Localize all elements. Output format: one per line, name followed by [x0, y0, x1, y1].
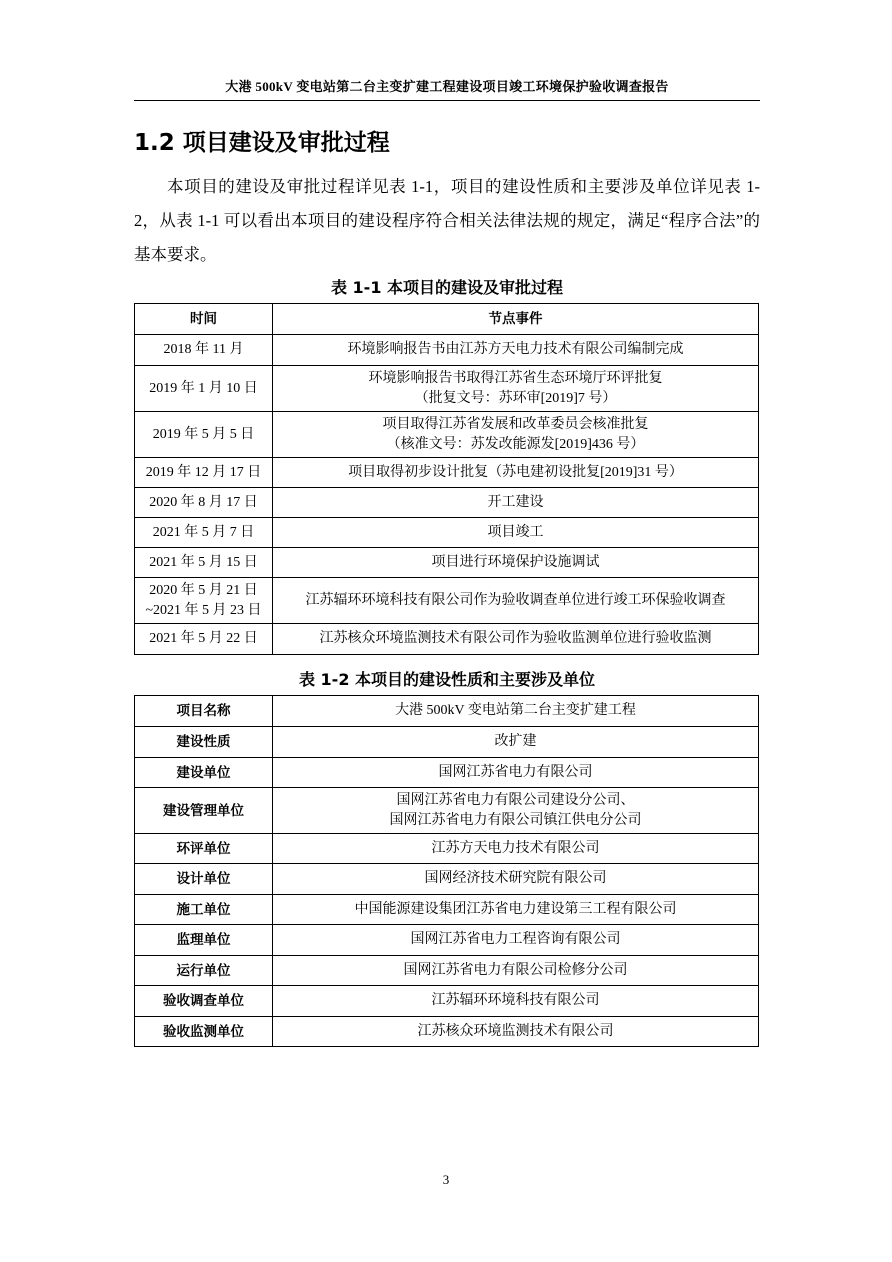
table1-header-event: 节点事件 [273, 304, 759, 335]
value-cell [273, 834, 759, 864]
value-cell [273, 864, 759, 895]
table-row [135, 727, 759, 758]
value-line: 国网江苏省电力有限公司检修分公司 [403, 962, 628, 978]
time-cell: 2020 年 5 月 21 日 ~2021 年 5 月 23 日 [135, 578, 273, 624]
event-cell [273, 624, 759, 655]
value-line: 改扩建 [494, 734, 537, 749]
event-line: 项目竣工 [487, 524, 544, 540]
value-line: 国网江苏省电力有限公司镇江供电分公司 [389, 812, 642, 828]
approval-process-table [134, 303, 759, 655]
time-cell: 2021 年 5 月 15 日 [135, 548, 273, 578]
units-table [134, 695, 759, 1047]
event-line: 江苏核众环境监测技术有限公司作为验收监测单位进行验收监测 [319, 631, 712, 646]
value-cell [273, 956, 759, 986]
value-line: 江苏核众环境监测技术有限公司 [417, 1023, 614, 1039]
table1-header-time: 时间 [135, 304, 273, 335]
table2-caption: 表 1-2 本项目的建设性质和主要涉及单位 [298, 670, 596, 689]
label-cell: 施工单位 [135, 895, 273, 925]
table-row [135, 458, 759, 488]
value-line: 国网江苏省电力工程咨询有限公司 [410, 932, 621, 947]
table-row [135, 834, 759, 864]
event-cell [273, 412, 759, 458]
event-line: 环境影响报告书取得江苏省生态环境厅环评批复 [368, 370, 663, 386]
table1-caption: 表 1-1 本项目的建设及审批过程 [330, 278, 564, 297]
table-row [135, 788, 759, 834]
time-cell: 2019 年 12 月 17 日 [135, 458, 273, 488]
value-cell [273, 895, 759, 925]
table-row [135, 488, 759, 518]
event-cell [273, 458, 759, 488]
table1-body [135, 335, 759, 655]
value-line: 江苏方天电力技术有限公司 [431, 840, 600, 856]
value-cell [273, 788, 759, 834]
table-row [135, 578, 759, 624]
table-row [135, 696, 759, 727]
event-line: （批复文号：苏环审[2019]7 号） [414, 390, 617, 406]
event-line: 项目进行环境保护设施调试 [431, 554, 600, 570]
label-cell: 运行单位 [135, 956, 273, 986]
value-cell [273, 696, 759, 727]
value-cell [273, 1017, 759, 1047]
table-row [135, 864, 759, 895]
label-cell: 设计单位 [135, 864, 273, 895]
value-line: 大港 500kV 变电站第二台主变扩建工程 [395, 703, 636, 718]
event-line: 开工建设 [487, 494, 544, 510]
table2-body [135, 696, 759, 1047]
value-line: 国网江苏省电力有限公司建设分公司、 [396, 792, 635, 808]
event-line: 江苏辐环环境科技有限公司作为验收调查单位进行竣工环保验收调查 [305, 592, 726, 608]
table-row [135, 925, 759, 956]
event-cell [273, 488, 759, 518]
value-line: 中国能源建设集团江苏省电力建设第三工程有限公司 [354, 901, 677, 917]
event-line: （核准文号：苏发改能源发[2019]436 号） [386, 436, 645, 452]
value-cell [273, 758, 759, 788]
value-line: 国网江苏省电力有限公司 [438, 764, 593, 780]
table-row [135, 1017, 759, 1047]
table-row [135, 548, 759, 578]
intro-paragraph: 本项目的建设及审批过程详见表 1-1，项目的建设性质和主要涉及单位详见表 1-2，从表 1-1 可以看出本项目的建设程序符合相关法律法规的规定，满足“程序合法”的基本要求。 [134, 177, 760, 264]
label-cell: 验收调查单位 [135, 986, 273, 1017]
label-cell: 建设单位 [135, 758, 273, 788]
label-cell: 建设性质 [135, 727, 273, 758]
table-row [135, 412, 759, 458]
value-cell [273, 727, 759, 758]
table-row [135, 895, 759, 925]
section-title: 1.2 项目建设及审批过程 [134, 130, 390, 156]
event-cell [273, 578, 759, 624]
time-cell: 2019 年 1 月 10 日 [135, 366, 273, 412]
label-cell: 验收监测单位 [135, 1017, 273, 1047]
time-cell: 2019 年 5 月 5 日 [135, 412, 273, 458]
table-row [135, 366, 759, 412]
label-cell: 监理单位 [135, 925, 273, 956]
value-line: 国网经济技术研究院有限公司 [424, 871, 607, 886]
value-line: 江苏辐环环境科技有限公司 [431, 993, 600, 1008]
event-line: 项目取得江苏省发展和改革委员会核准批复 [382, 416, 649, 432]
event-cell [273, 335, 759, 366]
page-number: 3 [442, 1172, 450, 1187]
table-row [135, 335, 759, 366]
table-row [135, 518, 759, 548]
label-cell: 环评单位 [135, 834, 273, 864]
time-cell: 2018 年 11 月 [135, 335, 273, 366]
time-cell: 2020 年 8 月 17 日 [135, 488, 273, 518]
event-line: 项目取得初步设计批复（苏电建初设批复[2019]31 号） [348, 464, 683, 480]
time-cell: 2021 年 5 月 7 日 [135, 518, 273, 548]
table-row [135, 956, 759, 986]
event-line: 环境影响报告书由江苏方天电力技术有限公司编制完成 [347, 342, 684, 357]
label-cell: 建设管理单位 [135, 788, 273, 834]
event-cell [273, 518, 759, 548]
value-cell [273, 925, 759, 956]
label-cell: 项目名称 [135, 696, 273, 727]
table-row [135, 624, 759, 655]
table-row [135, 758, 759, 788]
value-cell [273, 986, 759, 1017]
event-cell [273, 548, 759, 578]
table-row [135, 986, 759, 1017]
page-header: 大港 500kV 变电站第二台主变扩建工程建设项目竣工环境保护验收调查报告 [134, 76, 760, 101]
time-cell: 2021 年 5 月 22 日 [135, 624, 273, 655]
event-cell [273, 366, 759, 412]
